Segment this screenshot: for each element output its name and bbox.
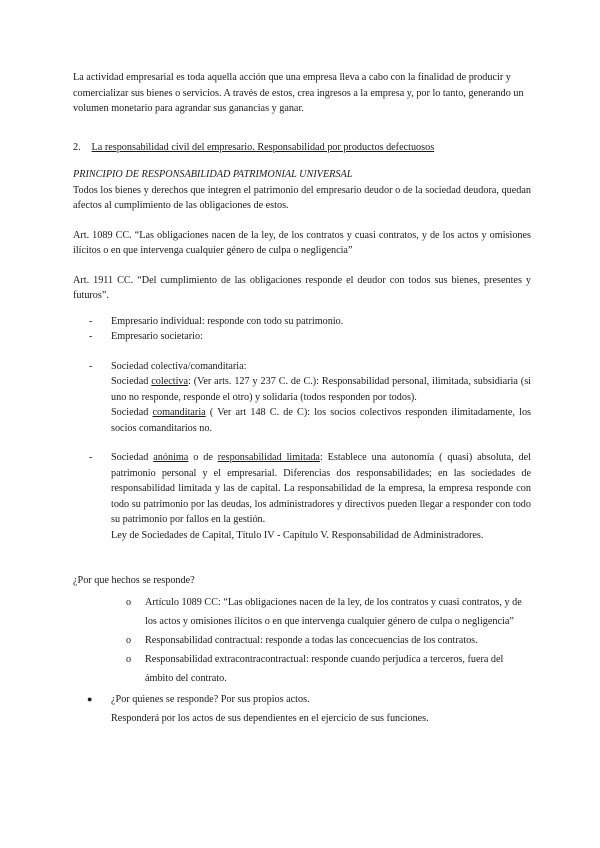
dash-marker: - <box>89 452 93 463</box>
list-item-text: ¿Por quienes se responde? Por sus propios actos. <box>111 693 310 705</box>
colectiva-text: Sociedad colectiva: (Ver arts. 127 y 237 C. de C.): Responsabilidad personal, ilimitada, subsidiaria (si uno no responde, responde el otro) y solidaria (todos responden por todos). <box>111 376 531 403</box>
list-item-text: Responsabilidad extracontracontractual: responde cuando perjudica a terceros, fuera del ámbito del contrato. <box>145 653 504 684</box>
article-1911: Art. 1911 CC. “Del cumplimiento de las obligaciones responde el deudor con todos sus bienes, presentes y futuros”. <box>73 274 531 301</box>
list-item <box>73 329 531 345</box>
facts-list <box>73 593 531 688</box>
bullet-dot-icon: ● <box>87 693 93 704</box>
list-item <box>73 314 531 330</box>
list-item <box>73 359 531 437</box>
intro-paragraph: La actividad empresarial es toda aquella acción que una empresa lleva a cabo con la finalidad de producir y comercializar sus bienes o servicios. A través de estos, crea ingresos a la empresa y, por lo tanto, generando un volumen monetario para agrandar sus ganancias y ganar. <box>73 72 524 114</box>
list-item-text: Responsabilidad contractual: responde a todas las concecuencias de los contratos. <box>145 634 478 646</box>
principle-title: PRINCIPIO DE RESPONSABILIDAD PATRIMONIAL UNIVERSAL <box>73 169 353 180</box>
section-heading <box>73 140 531 156</box>
colectiva-word: colectiva <box>151 376 189 387</box>
comanditaria-word: comanditaria <box>152 407 206 418</box>
anonima-word: anónima <box>153 452 189 463</box>
anonima-text: Sociedad anónima o de responsabilidad limitada: Establece una autonomía ( quasi) absoluta, del patrimonio personal y el empresarial. Diferencias dos responsabilidades; en las sociedades de responsabilidad limitada y las de capital. La responsabilidad de la empresa, la empresa responde con todo su patrimonio por las deudas, los administradores y directivos pueden llegar a responder con todo su patrimonio por fallos en la gestión. <box>111 452 532 525</box>
comanditaria-text: Sociedad comanditaria ( Ver art 148 C. de C): los socios colectivos responden ilimitadamente, los socios comanditarios no. <box>111 407 532 434</box>
list-item <box>73 650 531 688</box>
list-item-text: Sociedad colectiva/comanditaria: <box>111 360 247 372</box>
law-reference: Ley de Sociedades de Capital, Título IV - Capítulo V. Responsabilidad de Administradores. <box>111 529 484 541</box>
question-heading: ¿Por que hechos se responde? <box>73 575 195 586</box>
circle-bullet-marker: o <box>126 653 132 665</box>
circle-bullet-marker: o <box>126 596 132 608</box>
document-page <box>73 70 531 728</box>
dash-marker: - <box>89 331 93 342</box>
entrepreneur-list <box>73 314 531 544</box>
limitada-word: responsabilidad limitada <box>217 452 320 463</box>
principle-text: Todos los bienes y derechos que integren el patrimonio del empresario deudor o de la sociedad deudora, quedan afectos al cumplimiento de las obligaciones de estos. <box>73 184 531 211</box>
list-item <box>73 631 531 650</box>
list-item <box>73 450 531 543</box>
dependents-note: Responderá por los actos de sus dependientes en el ejercicio de sus funciones. <box>111 712 429 724</box>
list-item <box>73 593 531 631</box>
dash-marker: - <box>89 360 93 372</box>
dash-marker: - <box>89 315 93 327</box>
list-item-text: Empresario individual: responde con todo su patrimonio. <box>111 315 344 327</box>
section-number: 2. <box>73 141 81 153</box>
section-title: La responsabilidad civil del empresario. Responsabilidad por productos defectuosos <box>91 141 435 153</box>
list-item <box>73 690 531 709</box>
article-1089: Art. 1089 CC. “Las obligaciones nacen de la ley, de los contratos y cuasi contratos, y de los actos y omisiones ilícitos o en que intervenga cualquier género de culpa o negligencia” <box>73 229 531 256</box>
list-item-text: Empresario societario: <box>111 331 203 342</box>
circle-bullet-marker: o <box>126 634 132 646</box>
list-item-text: Artículo 1089 CC: “Las obligaciones nacen de la ley, de los contratos y cuasi contratos, y de los actos y omisiones ilícitos o en que intervenga cualquier género de culpa o negligencia” <box>145 596 522 627</box>
